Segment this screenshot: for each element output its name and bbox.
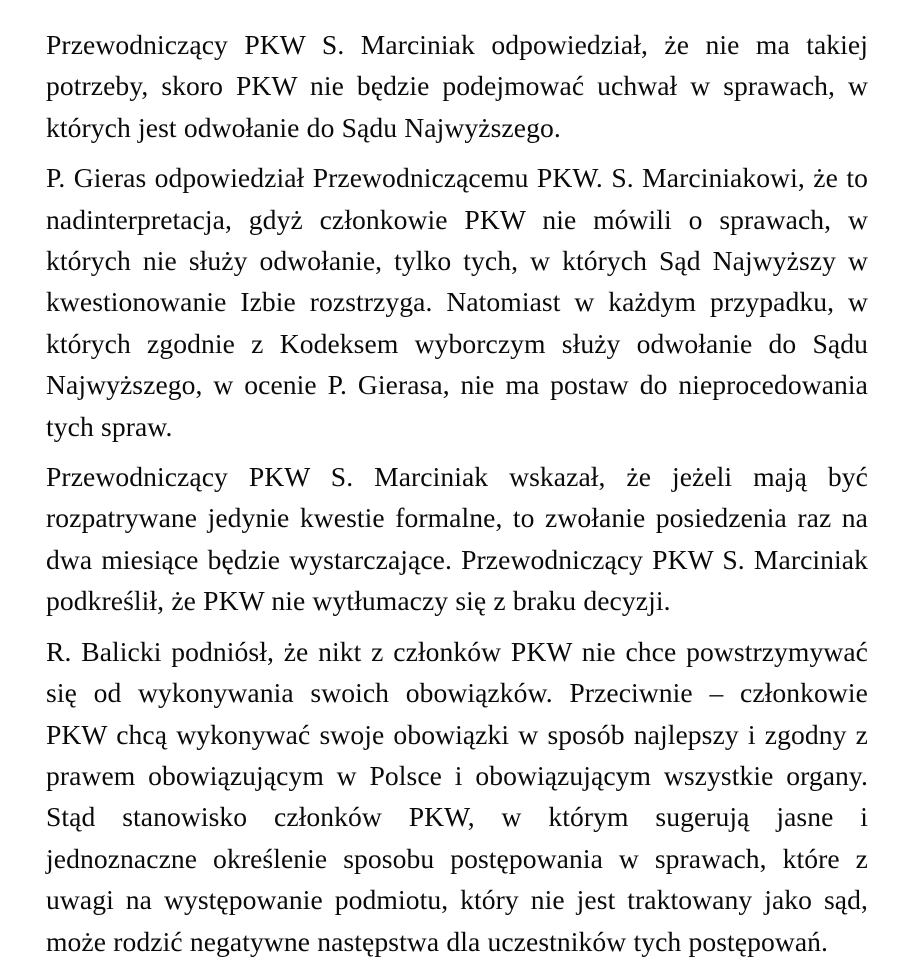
paragraph-1: Przewodniczący PKW S. Marciniak odpowiedział, że nie ma takiej potrzeby, skoro PKW nie będzie podejmować uchwał w sprawach, w których jest odwołanie do Sądu Najwyższego.	[46, 29, 868, 143]
paragraph-3: Przewodniczący PKW S. Marciniak wskazał, że jeżeli mają być rozpatrywane jedynie kwestie formalne, to zwołanie posiedzenia raz na dwa miesiące będzie wystarczające. Przewodniczący PKW S. Marciniak podkreślił, że PKW nie wytłumaczy się z braku decyzji.	[46, 461, 868, 617]
paragraph-4: R. Balicki podniósł, że nikt z członków PKW nie chce powstrzymywać się od wykonywania swoich obowiązków. Przeciwnie – członkowie PKW chcą wykonywać swoje obowiązki w sposób najlepszy i zgodny z prawem obowiązującym w Polsce i obowiązującym wszystkie organy. Stąd stanowisko członków PKW, w którym sugerują jasne i jednoznaczne określenie sposobu postępowania w sprawach, które z uwagi na występowanie podmiotu, który nie jest traktowany jako sąd, może rodzić negatywne następstwa dla uczestników tych postępowań.	[46, 635, 868, 957]
paragraph-2: P. Gieras odpowiedział Przewodniczącemu PKW. S. Marciniakowi, że to nadinterpretacja, gdyż członkowie PKW nie mówili o sprawach, w których nie służy odwołanie, tylko tych, w których Sąd Najwyższy w kwestionowanie Izbie rozstrzyga. Natomiast w każdym przypadku, w których zgodnie z Kodeksem wyborczym służy odwołanie do Sądu Najwyższego, w ocenie P. Gierasa, nie ma postaw do nieprocedowania tych spraw.	[46, 162, 868, 442]
document-text-body	[46, 24, 868, 962]
